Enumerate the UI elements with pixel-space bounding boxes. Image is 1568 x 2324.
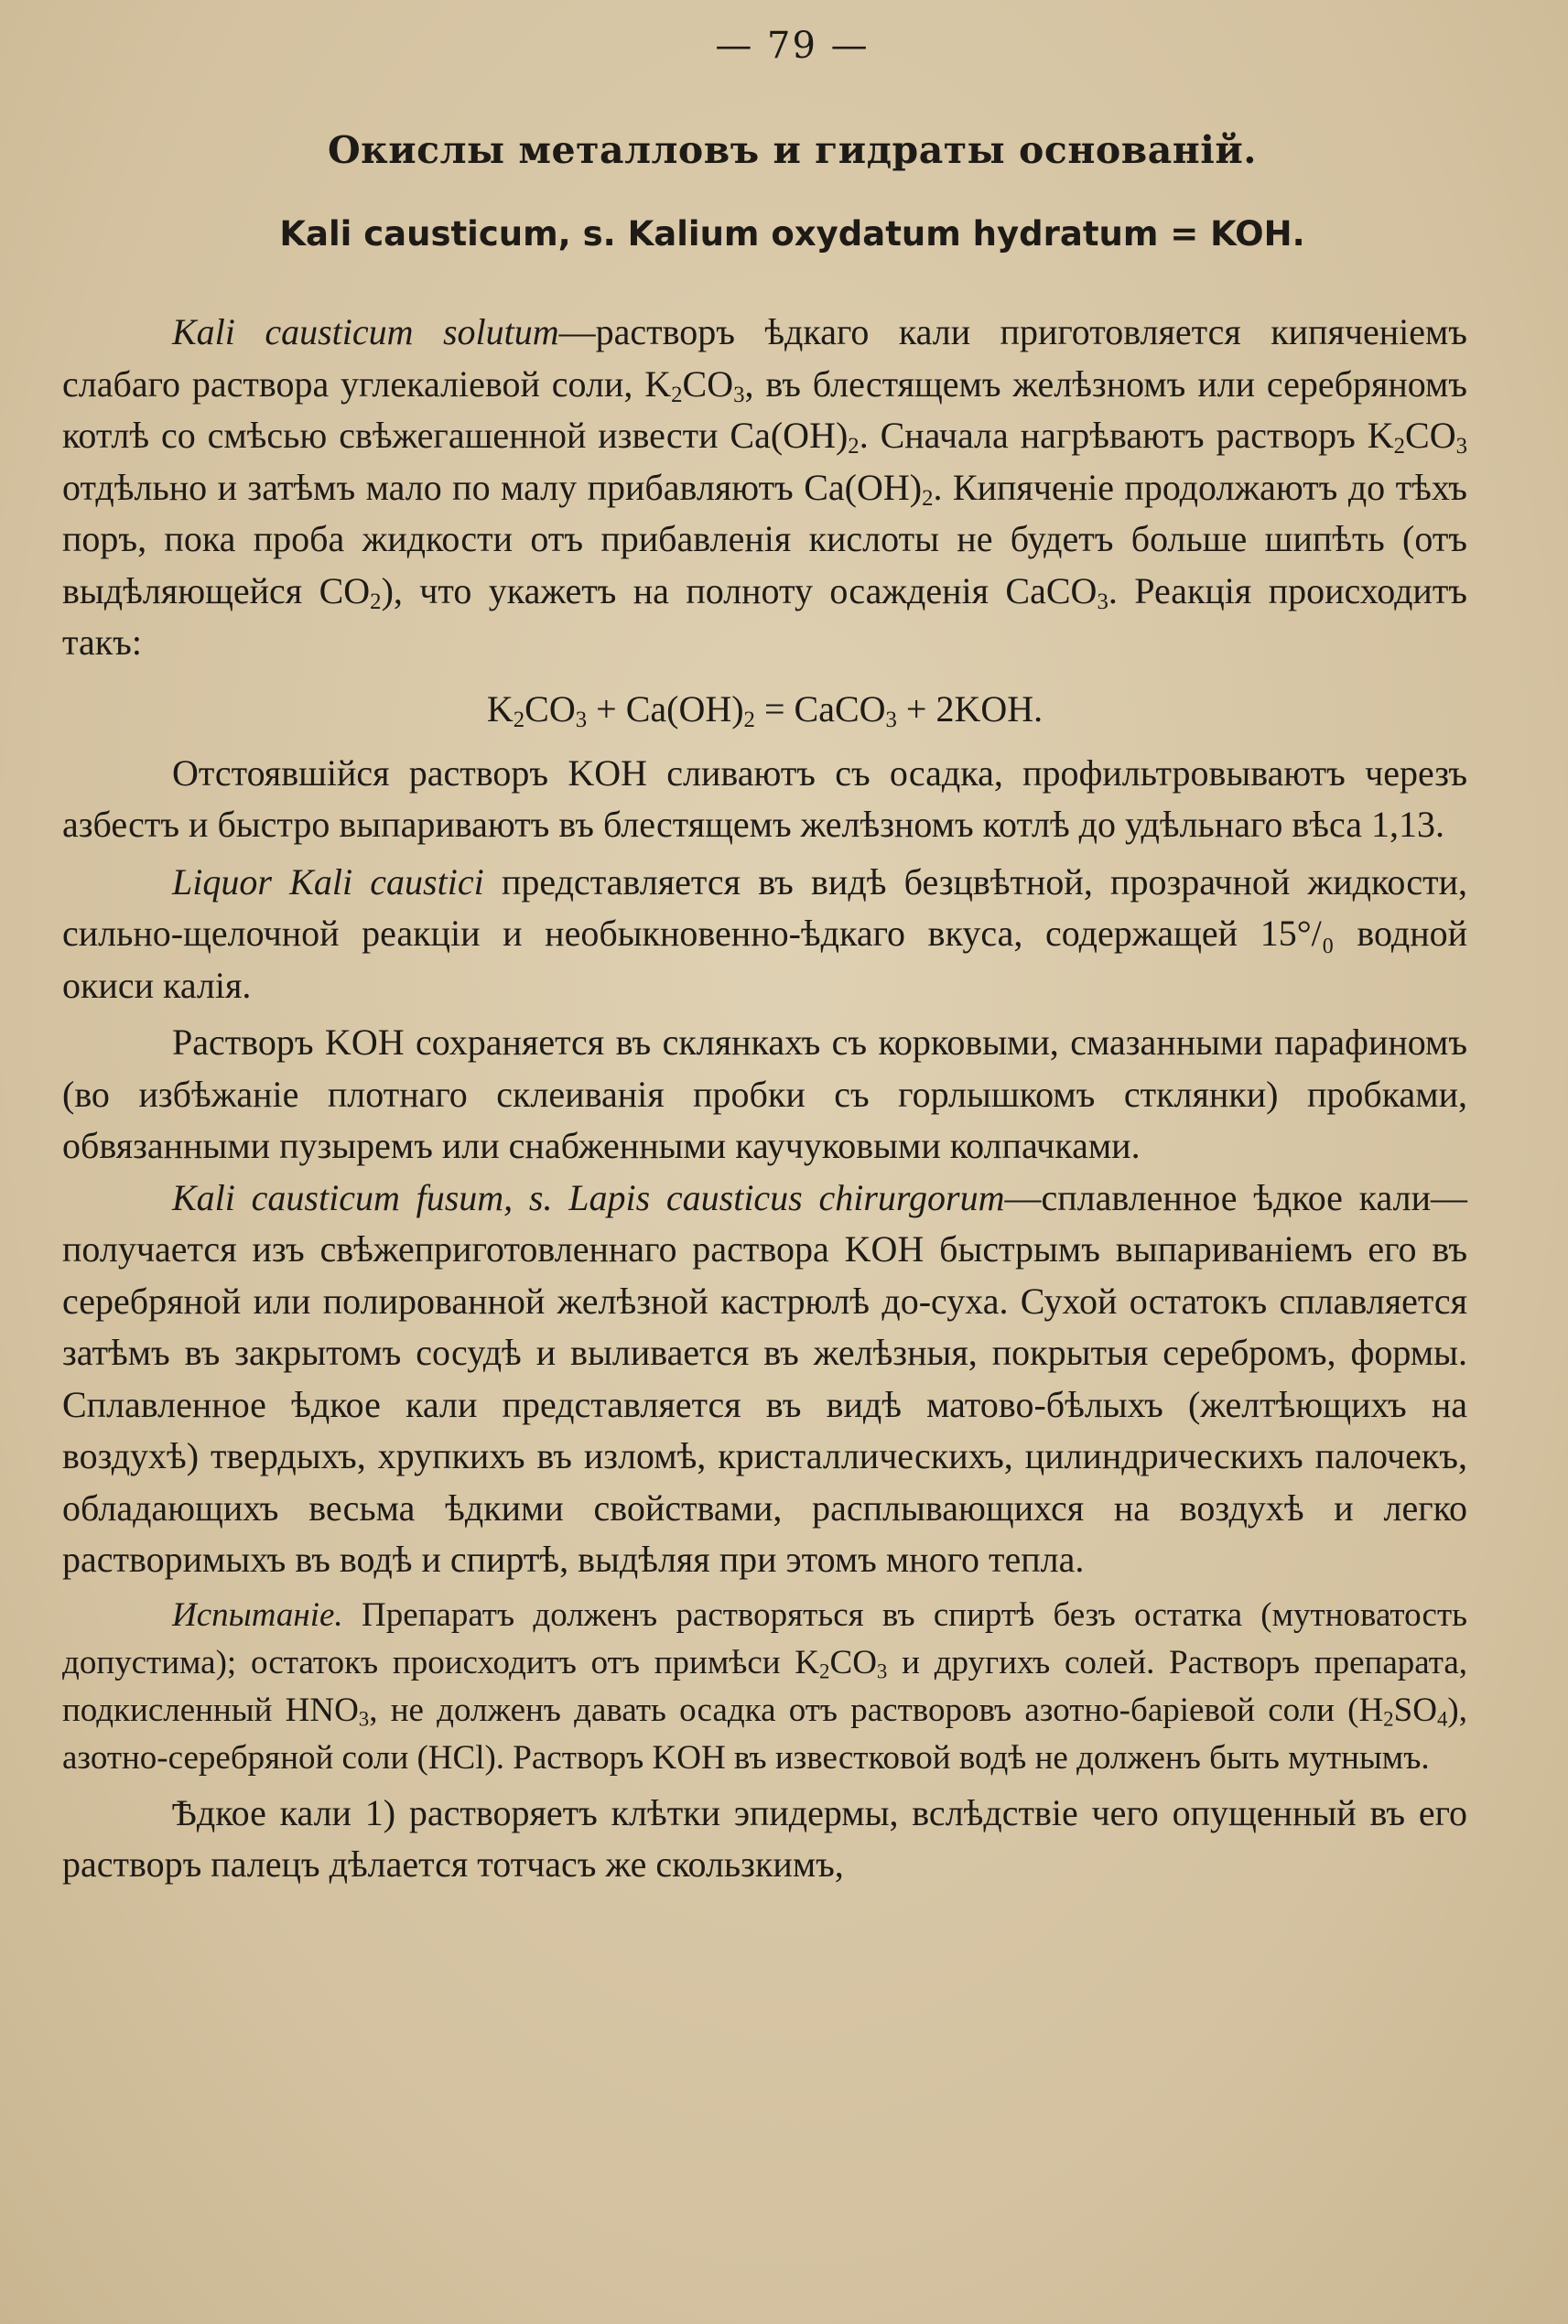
section-title: Окислы металловъ и гидраты основаній. [327,128,1258,172]
paragraph-storage: Растворъ KOH сохраняется въ склянкахъ съ корковыми, смазанными парафиномъ (во избѣжаніе плотнаго склеиванія пробки съ горлышкомъ стклянки) пробками, обвязанными пузыремъ или снабженными каучуковыми колпачками. [62,1021,1467,1166]
paragraph-kali-causticum-fusum: Kali causticum fusum, s. Lapis causticus chirurgorum—сплавленное ѣдкое кали—получается изъ свѣжеприготовленнаго раствора KOH быстрымъ выпариваніемъ его въ серебряной или полированной желѣзной кастрюлѣ до-суха. Сухой остатокъ сплавляется затѣмъ въ закрытомъ сосудѣ и выливается въ желѣзныя, покрытыя серебромъ, формы. Сплавленное ѣдкое кали представляется въ видѣ матово-бѣлыхъ (желтѣющихъ на воздухѣ) твердыхъ, хрупкихъ въ изломѣ, кристаллическихъ, цилиндрическихъ палочекъ, обладающихъ весьма ѣдкими свойствами, расплывающихся на воздухѣ и легко растворимыхъ въ водѣ и спиртѣ, выдѣляя при этомъ много тепла. [62,1176,1467,1580]
paragraph-testing: Испытаніе. Препаратъ долженъ растворяться въ спиртѣ безъ остатка (мутноватость допустима); остатокъ происходитъ отъ примѣси $K_2CO_3$ и другихъ солей. Растворъ препарата, подкисленный $HNO_3$, не долженъ давать осадка отъ растворовъ азотно-баріевой соли $(H_2SO_4)$, азотно-серебряной соли (HCl). Растворъ KOH въ известковой водѣ не долженъ быть мутнымъ. [62,1595,1468,1777]
subtitle: Kali causticum, s. Kalium oxydatum hydratum = KOH. [279,214,1305,254]
paragraph-liquor-kali-caustici: Liquor Kali caustici представляется въ видѣ безцвѣтной, прозрачной жидкости, сильно-щелочной реакціи и необыкновенно-ѣдкаго вкуса, содержащей 15°/₀ водной окиси калія. [62,860,1467,1006]
reaction-formula: $K_2CO_3 + Ca(OH)_2$ = CaCO$_3$ + 2KOH. [486,687,1044,732]
paragraph-action: Ѣдкое кали 1) растворяетъ клѣтки эпидермы, вслѣдствіе чего опущенный въ его растворъ палецъ дѣлается тотчасъ же скользкимъ, [62,1791,1467,1885]
paragraph-filtration: Отстоявшійся растворъ KOH сливаютъ съ осадка, профильтровываютъ черезъ азбестъ и быстро выпариваютъ въ блестящемъ желѣзномъ котлѣ до удѣльнаго вѣса 1,13. [62,751,1467,845]
body-text [62,307,1467,1891]
page-number: — 79 — [715,25,870,67]
paragraph-kali-causticum-solutum: Kali causticum solutum—растворъ ѣдкаго кали приготовляется кипяченіемъ слабаго раствора углекаліевой соли, $K_2CO_3$, въ блестящемъ желѣзномъ или серебряномъ котлѣ со смѣсью свѣжегашенной извести $Ca(OH)_2$. Сначала нагрѣваютъ растворъ $K_2CO_3$ отдѣльно и затѣмъ мало по малу прибавляютъ $Ca(OH)_2$. Кипяченіе продолжаютъ до тѣхъ поръ, пока проба жидкости отъ прибавленія кислоты не будетъ больше шипѣть (отъ выдѣляющейся $CO_2$), что укажетъ на полноту осажденія CaCO$_3$. Реакція происходитъ такъ: [62,311,1467,663]
